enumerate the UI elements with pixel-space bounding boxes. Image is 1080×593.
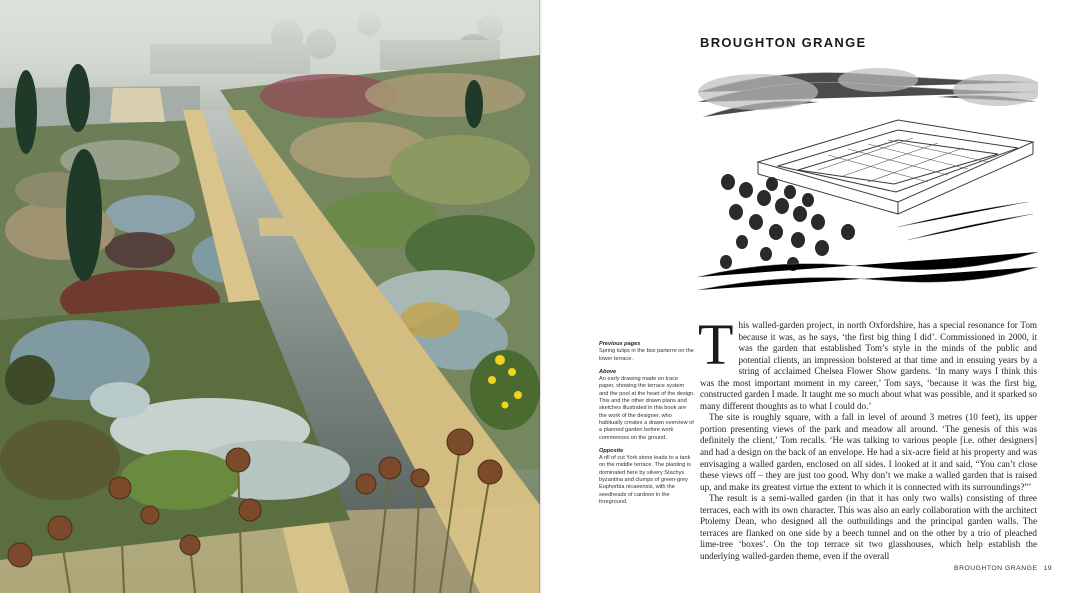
- paragraph: The result is a semi-walled garden (in that it has only two walls) consisting of three terraces, each with its own character. This was also an early collaboration with the architect Ptolemy Dean, who designed all the outbuildings and the principal garden walls. The terraces are flanked on one side by a beech tunnel and on the other by a trio of pleached lime-tree ‘boxes’. On the top terrace sit two glasshouses, which help establish the underlying walled-garden theme, even if the overall: [700, 493, 1037, 561]
- page-number: 19: [1043, 565, 1052, 572]
- body-text: [698, 312, 1037, 562]
- caption-text: An early drawing made on trace paper, showing the terrace system and the pool at the heart of the design. This and the other drawn plans and sketches illustrated in this book are the work of the designer, who habitually creates a drawn overview of a planned garden before work commences on the ground.: [599, 376, 695, 441]
- garden-sketch-illustration: [698, 62, 1038, 300]
- page-title: BROUGHTON GRANGE: [700, 35, 867, 50]
- caption-heading: Previous pages: [599, 341, 641, 347]
- drop-cap: T: [698, 312, 734, 377]
- paragraph: The site is roughly square, with a fall in level of around 3 metres (10 feet), its upper portion presenting views of the park and meadow all around. ‘The genesis of this was definitely the client,’ Tom recalls. ‘He was talking to various people [i.e. other designers] and had a design on the back of an envelope. He had a six-acre field at his property and was envisaging a walled garden, enclosed on all sides. I looked at it and said, “You can’t close these views off – they are just too good. Why don’t we make a walled garden that is raised up, and make its greatest virtue the extent to which it is connected with its surroundings?”’: [700, 412, 1037, 492]
- caption-heading: Above: [599, 368, 617, 375]
- text-page: [542, 0, 1080, 593]
- caption-heading: Opposite: [599, 447, 624, 454]
- page-folio: [954, 565, 1052, 572]
- caption-column: [599, 341, 695, 512]
- paragraph: [698, 312, 1037, 412]
- caption-text: Spring tulips in the box parterre on the lower terrace.: [599, 348, 694, 362]
- caption-text: A rill of cut York stone leads to a tank on the middle terrace. The planting is dominated here by silvery Stachys byzantina and clumps of green-grey Euphorbia nicaeensis, with the seedheads of cardoon in the foreground.: [599, 455, 691, 505]
- paragraph-text: his walled-garden project, in north Oxfordshire, has a special resonance for Tom because it was, as he says, ‘the first big thing I did’. Commissioned in 2000, it was the garden that established Tom’s style in the minds of the public and potential clients, an impression bolstered at that time and in ensuing years by a string of acclaimed Chelsea Flower Show gardens. ‘In many ways I think this was the most important moment in my career,’ Tom says, ‘because it was the first big, constructed garden I made. It taught me so much about what was possible, and it sparked so many different thoughts as to what I could do.’: [700, 320, 1037, 411]
- running-head: BROUGHTON GRANGE: [954, 565, 1038, 572]
